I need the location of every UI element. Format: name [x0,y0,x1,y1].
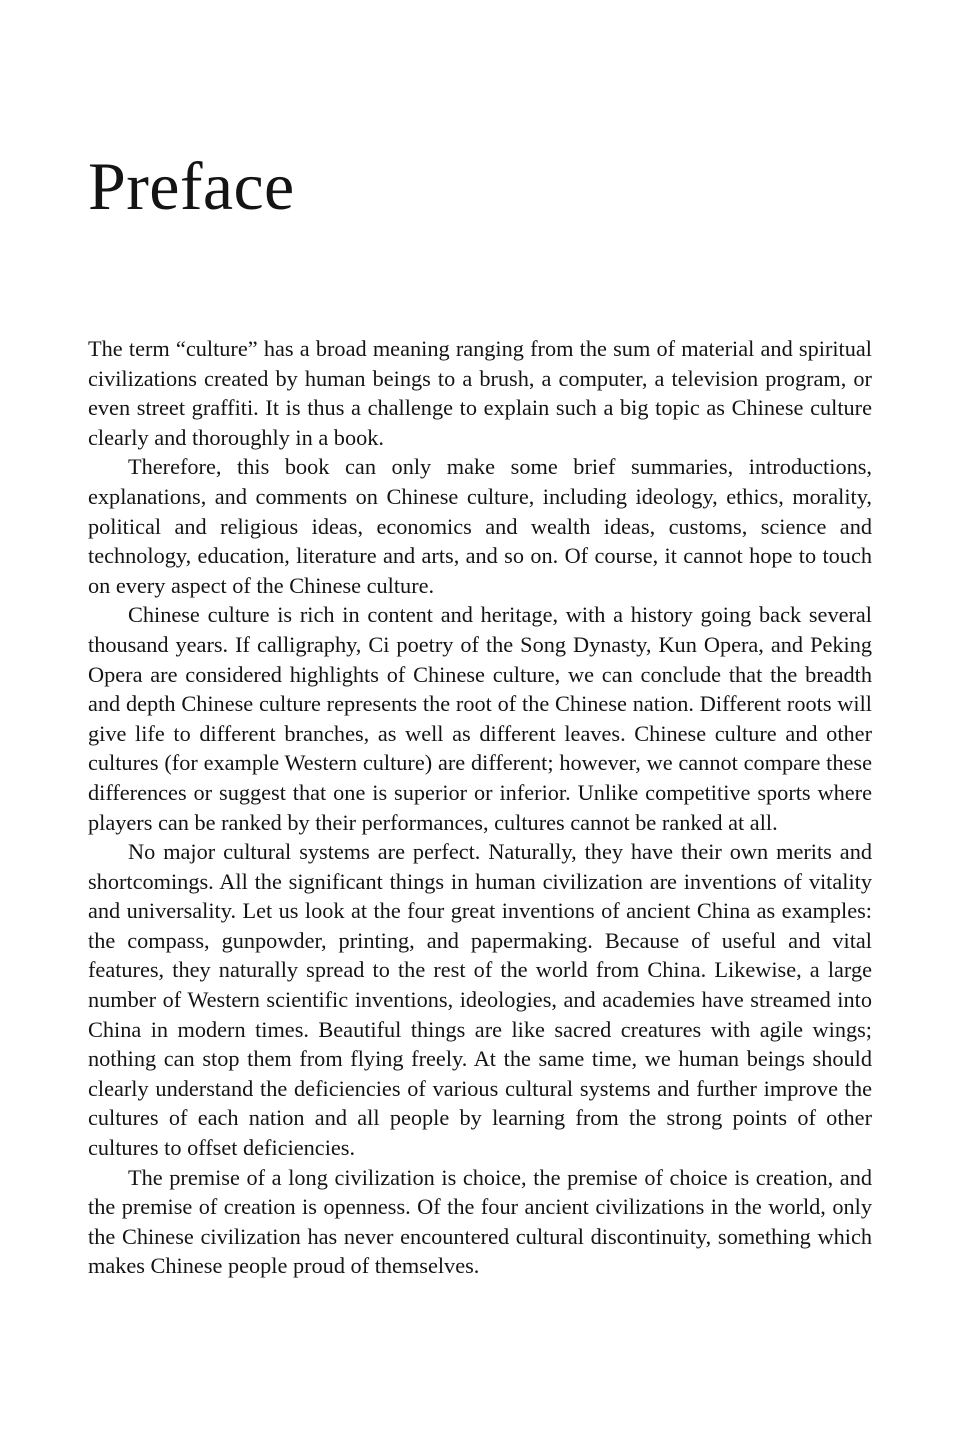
paragraph: Chinese culture is rich in content and heritage, with a history going back several thousand years. If calligraphy, Ci poetry of the Song Dynasty, Kun Opera, and Peking Opera are considered highlights of Chinese culture, we can conclude that the breadth and depth Chinese culture represents the root of the Chinese nation. Different roots will give life to different branches, as well as different leaves. Chinese culture and other cultures (for example Western culture) are different; however, we cannot compare these differences or suggest that one is superior or inferior. Unlike competitive sports where players can be ranked by their performances, cultures cannot be ranked at all. [88,602,872,835]
body-text-container [88,334,872,1281]
paragraph: Therefore, this book can only make some brief summaries, introductions, explanations, and comments on Chinese culture, including ideology, ethics, morality, political and religious ideas, economics and wealth ideas, customs, science and technology, education, literature and arts, and so on. Of course, it cannot hope to touch on every aspect of the Chinese culture. [88,454,872,598]
paragraph: No major cultural systems are perfect. Naturally, they have their own merits and shortcomings. All the significant things in human civilization are inventions of vitality and universality. Let us look at the four great inventions of ancient China as examples: the compass, gunpowder, printing, and papermaking. Because of useful and vital features, they naturally spread to the rest of the world from China. Likewise, a large number of Western scientific inventions, ideologies, and academies have streamed into China in modern times. Beautiful things are like sacred creatures with agile wings; nothing can stop them from flying freely. At the same time, we human beings should clearly understand the deficiencies of various cultural systems and further improve the cultures of each nation and all people by learning from the strong points of other cultures to offset deficiencies. [88,839,872,1161]
paragraph: The term “culture” has a broad meaning ranging from the sum of material and spiritual civilizations created by human beings to a brush, a computer, a television program, or even street graffiti. It is thus a challenge to explain such a big topic as Chinese culture clearly and thoroughly in a book. [88,336,872,450]
page-title: Preface [88,148,295,224]
paragraph: The premise of a long civilization is choice, the premise of choice is creation, and the premise of creation is openness. Of the four ancient civilizations in the world, only the Chinese civilization has never encountered cultural discontinuity, something which makes Chinese people proud of themselves. [88,1164,872,1279]
